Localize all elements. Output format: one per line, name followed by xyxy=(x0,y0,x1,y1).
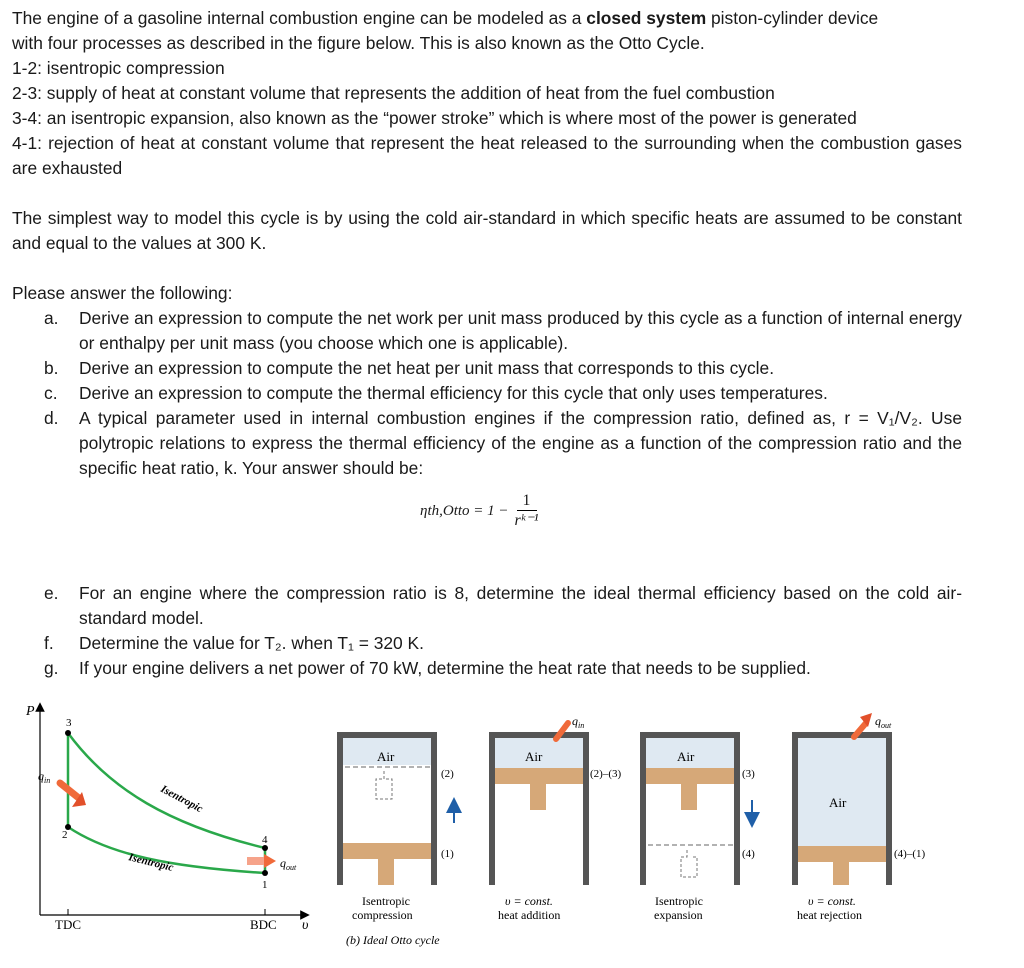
question-label: b. xyxy=(44,358,59,378)
intro-text-a: The engine of a gasoline internal combustion engine can be modeled as a xyxy=(12,8,587,28)
air-label: Air xyxy=(677,749,695,764)
question-label: e. xyxy=(44,583,59,603)
question-b xyxy=(32,356,962,381)
question-e xyxy=(32,581,962,631)
formula-lhs: ηth,Otto = 1 − xyxy=(420,503,509,519)
q-in-label: $q_{in}$ xyxy=(38,769,51,785)
piston-rod xyxy=(530,784,546,810)
process-1-2: 1-2: isentropic compression xyxy=(12,58,225,78)
q-out-label: $q_{out}$ xyxy=(875,714,892,730)
cylinder-expansion xyxy=(643,735,755,922)
piston-head xyxy=(798,846,886,862)
piston-rod xyxy=(681,784,697,810)
isentropic-upper-label: Isentropic xyxy=(158,783,205,816)
intro-line-1 xyxy=(12,6,962,31)
question-a xyxy=(32,306,962,356)
state-label: (4) xyxy=(742,848,755,860)
question-text: Derive an expression to compute the net heat per unit mass that corresponds to this cycle. xyxy=(79,358,775,378)
state-3-point xyxy=(65,730,71,736)
question-g xyxy=(32,656,962,681)
bdc-label: BDC xyxy=(250,917,277,932)
q-out-arrow-head xyxy=(264,854,276,868)
formula-denominator: rᵏ⁻¹ xyxy=(514,512,539,529)
intro-line-2: with four processes as described in the figure below. This is also known as the Otto Cycle. xyxy=(12,33,705,53)
question-text: If your engine delivers a net power of 70 kW, determine the heat rate that needs to be supplied. xyxy=(79,658,811,678)
formula-fraction xyxy=(515,492,539,531)
state-label: (2) xyxy=(441,768,454,780)
isentropic-lower-label: Isentropic xyxy=(127,851,175,875)
caption-line-1: υ = const. xyxy=(808,894,856,908)
state-label: (1) xyxy=(441,848,454,860)
caption-line-1: υ = const. xyxy=(505,894,553,908)
formula-numerator: 1 xyxy=(517,492,537,511)
caption-line-2: compression xyxy=(352,908,413,922)
prompt: Please answer the following: xyxy=(12,283,233,303)
cylinder-compression xyxy=(340,735,454,947)
question-text: Derive an expression to compute the thermal efficiency for this cycle that only uses temperatures. xyxy=(79,383,828,403)
air-label: Air xyxy=(377,749,395,764)
question-label: a. xyxy=(44,308,59,328)
closed-system-bold: closed system xyxy=(586,8,707,28)
question-f xyxy=(32,631,962,656)
state-4-label: 4 xyxy=(262,834,268,846)
question-label: c. xyxy=(44,383,58,403)
ghost-piston xyxy=(681,850,697,877)
efficiency-formula xyxy=(420,492,539,531)
q-in-label: $q_{in}$ xyxy=(572,714,585,730)
figure-caption: (b) Ideal Otto cycle xyxy=(346,933,440,947)
question-label: g. xyxy=(44,658,59,678)
state-2-label: 2 xyxy=(62,829,68,841)
ghost-piston xyxy=(376,771,392,799)
piston-head xyxy=(495,768,583,784)
problem-text xyxy=(12,6,962,681)
question-label: f. xyxy=(44,633,54,653)
air-region xyxy=(798,738,886,846)
q-out-label: $q_{out}$ xyxy=(280,856,297,872)
cylinder-heat-addition xyxy=(492,714,621,922)
process-2-3: 2-3: supply of heat at constant volume that represents the addition of heat from the fuel combustion xyxy=(12,83,775,103)
process-4-1: 4-1: rejection of heat at constant volume that represent the heat released to the surrounding when the combustion gases are exhausted xyxy=(12,133,962,178)
caption-line-1: Isentropic xyxy=(362,894,410,908)
otto-cycle-figure xyxy=(0,695,1024,968)
v-axis-label: υ xyxy=(302,918,309,933)
process-3-4: 3-4: an isentropic expansion, also known as the “power stroke” which is where most of the power is generated xyxy=(12,108,857,128)
caption-line-2: heat addition xyxy=(498,908,561,922)
state-1-point xyxy=(262,870,268,876)
question-label: d. xyxy=(44,408,59,428)
caption-line-2: heat rejection xyxy=(797,908,862,922)
question-c xyxy=(32,381,962,406)
intro-text-b: piston-cylinder device xyxy=(706,8,879,28)
question-d xyxy=(32,406,962,481)
piston-rod xyxy=(833,862,849,885)
piston-rod xyxy=(378,859,394,885)
state-label: (2)–(3) xyxy=(590,768,622,780)
state-1-label: 1 xyxy=(262,879,268,891)
caption-line-2: expansion xyxy=(654,908,703,922)
question-text: For an engine where the compression ratio is 8, determine the ideal thermal efficiency based on the cold air-standard model. xyxy=(79,583,962,628)
question-text: Determine the value for T₂. when T₁ = 320 K. xyxy=(79,633,424,653)
piston-head xyxy=(343,843,431,859)
question-text: A typical parameter used in internal combustion engines if the compression ratio, defined as, r = V₁/V₂. Use polytropic relations to express the thermal efficiency of the engine as a function of the compression ratio and the specific heat ratio, k. Your answer should be: xyxy=(79,408,962,478)
state-label: (4)–(1) xyxy=(894,848,926,860)
p-axis-label: P xyxy=(26,704,35,719)
cylinder-heat-rejection xyxy=(795,713,925,922)
state-3-label: 3 xyxy=(66,717,72,729)
q-in-arrow-shaft xyxy=(60,783,80,799)
state-label: (3) xyxy=(742,768,755,780)
air-label: Air xyxy=(525,749,543,764)
model-paragraph: The simplest way to model this cycle is by using the cold air-standard in which specific heats are assumed to be constant and equal to the values at 300 K. xyxy=(12,208,962,253)
piston-head xyxy=(646,768,734,784)
air-label: Air xyxy=(829,795,847,810)
question-text: Derive an expression to compute the net work per unit mass produced by this cycle as a function of internal energy or enthalpy per unit mass (you choose which one is applicable). xyxy=(79,308,962,353)
caption-line-1: Isentropic xyxy=(655,894,703,908)
tdc-label: TDC xyxy=(55,917,81,932)
pv-diagram xyxy=(25,704,308,933)
